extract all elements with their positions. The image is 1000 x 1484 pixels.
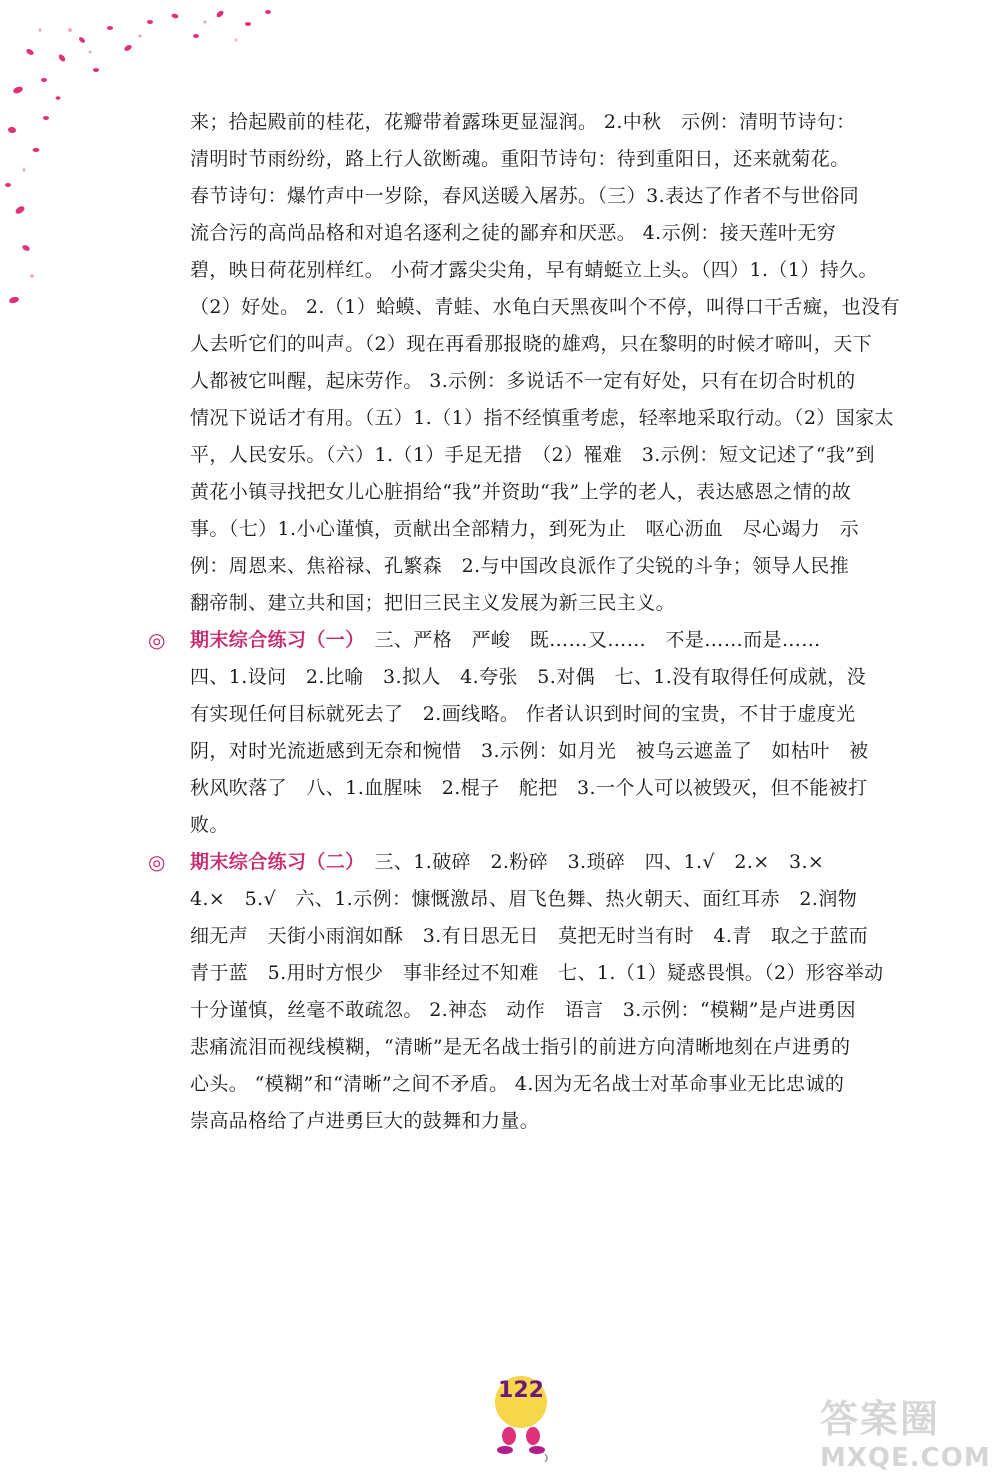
text-line: 有实现任何目标就死去了 2.画线略。 作者认识到时间的宝贵，不甘于虚度光 xyxy=(190,703,856,725)
text-line: 事。（七）1.小心谨慎，贡献出全部精力，到死为止 呕心沥血 尽心竭力 示 xyxy=(190,518,860,540)
text-line: 悲痛流泪而视线模糊，“清晰”是无名战士指引的前进方向清晰地刻在卢进勇的 xyxy=(190,1036,851,1058)
text-line: 春节诗句：爆竹声中一岁除，春风送暖入屠苏。（三）3.表达了作者不与世俗同 xyxy=(190,185,860,207)
section-final-exercise-1 xyxy=(148,622,920,844)
text-line: 4.× 5.√ 六、1.示例：慷慨激昂、眉飞色舞、热火朝天、面红耳赤 2.润物 xyxy=(190,888,858,910)
text-line: 败。 xyxy=(190,814,229,836)
text-line: 青于蓝 5.用时方恨少 事非经过不知难 七、1.（1）疑惑畏惧。（2）形容举动 xyxy=(190,962,884,984)
text-line: 阴，对时光流逝感到无奈和惋惜 3.示例：如月光 被乌云遮盖了 如枯叶 被 xyxy=(190,740,869,762)
text-line: 细无声 天街小雨润如酥 3.有日思无日 莫把无时当有时 4.青 取之于蓝而 xyxy=(190,925,869,947)
answer-text xyxy=(148,104,920,1140)
text-line: 翻帝制、建立共和国；把旧三民主义发展为新三民主义。 xyxy=(190,592,676,614)
section-first-line: 三、严格 严峻 既……又…… 不是……而是…… xyxy=(355,629,821,651)
text-line: （2）好处。 2.（1）蛤蟆、青蛙、水龟白天黑夜叫个不停，叫得口干舌癍，也没有 xyxy=(190,296,900,318)
watermark-logo: 答案圈 xyxy=(820,1397,941,1441)
section-bullet-icon: ◎ xyxy=(148,628,166,652)
text-line: 清明时节雨纷纷，路上行人欲断魂。重阳节诗句：待到重阳日，还来就菊花。 xyxy=(190,148,850,170)
watermark xyxy=(820,1388,992,1480)
text-line: 人都被它叫醒，起床劳作。 3.示例：多说话不一定有好处，只有在切合时机的 xyxy=(190,370,856,392)
section-bullet-icon: ◎ xyxy=(148,850,166,874)
section-first-line: 三、1.破碎 2.粉碎 3.琐碎 四、1.√ 2.× 3.× xyxy=(355,851,825,873)
section-title: 期末综合练习（一） xyxy=(190,629,356,651)
text-line: 情况下说话才有用。（五）1.（1）指不经慎重考虑，轻率地采取行动。（2）国家太 xyxy=(190,407,894,429)
text-line: 四、1.设问 2.比喻 3.拟人 4.夸张 5.对偶 七、1.没有取得任何成就，没 xyxy=(190,666,867,688)
text-line: 黄花小镇寻找把女儿心脏捐给“我”并资助“我”上学的老人，表达感恩之情的故 xyxy=(190,481,852,503)
intro-paragraph xyxy=(190,104,920,622)
text-line: 流合污的高尚品格和对追名逐利之徒的鄙弃和厌恶。 4.示例：接天莲叶无穷 xyxy=(190,222,837,244)
page-number-text: 122 xyxy=(498,1378,544,1403)
text-line: 例：周恩来、焦裕禄、孔繁森 2.与中国改良派作了尖锐的斗争；领导人民推 xyxy=(190,555,850,577)
text-line: 人去听它们的叫声。（2）现在再看那报晓的雄鸡，只在黎明的时候才啼叫，天下 xyxy=(190,333,872,355)
text-line: 十分谨慎，丝毫不敢疏忽。 2.神态 动作 语言 3.示例：“模糊”是卢进勇因 xyxy=(190,999,856,1021)
page-number xyxy=(481,1374,561,1464)
text-line: 崇高品格给了卢进勇巨大的鼓舞和力量。 xyxy=(190,1110,540,1132)
section-header-line xyxy=(190,622,920,659)
text-line: 来；拾起殿前的桂花，花瓣带着露珠更显湿润。 2.中秋 示例：清明节诗句： xyxy=(190,111,856,133)
text-line: 秋风吹落了 八、1.血腥味 2.棍子 舵把 3.一个人可以被毁灭，但不能被打 xyxy=(190,777,868,799)
section-title: 期末综合练习（二） xyxy=(190,851,356,873)
watermark-url: MXQE.COM xyxy=(820,1443,991,1473)
section-final-exercise-2 xyxy=(148,844,920,1140)
section-header-line xyxy=(190,844,920,881)
text-line: 平，人民安乐。（六）1.（1）手足无措 （2）罹难 3.示例：短文记述了“我”到 xyxy=(190,444,875,466)
text-line: 碧，映日荷花别样红。 小荷才露尖尖角，早有蜻蜓立上头。（四）1.（1）持久。 xyxy=(190,259,878,281)
text-line: 心头。 “模糊”和“清晰”之间不矛盾。 4.因为无名战士对革命事业无比忠诚的 xyxy=(190,1073,845,1095)
